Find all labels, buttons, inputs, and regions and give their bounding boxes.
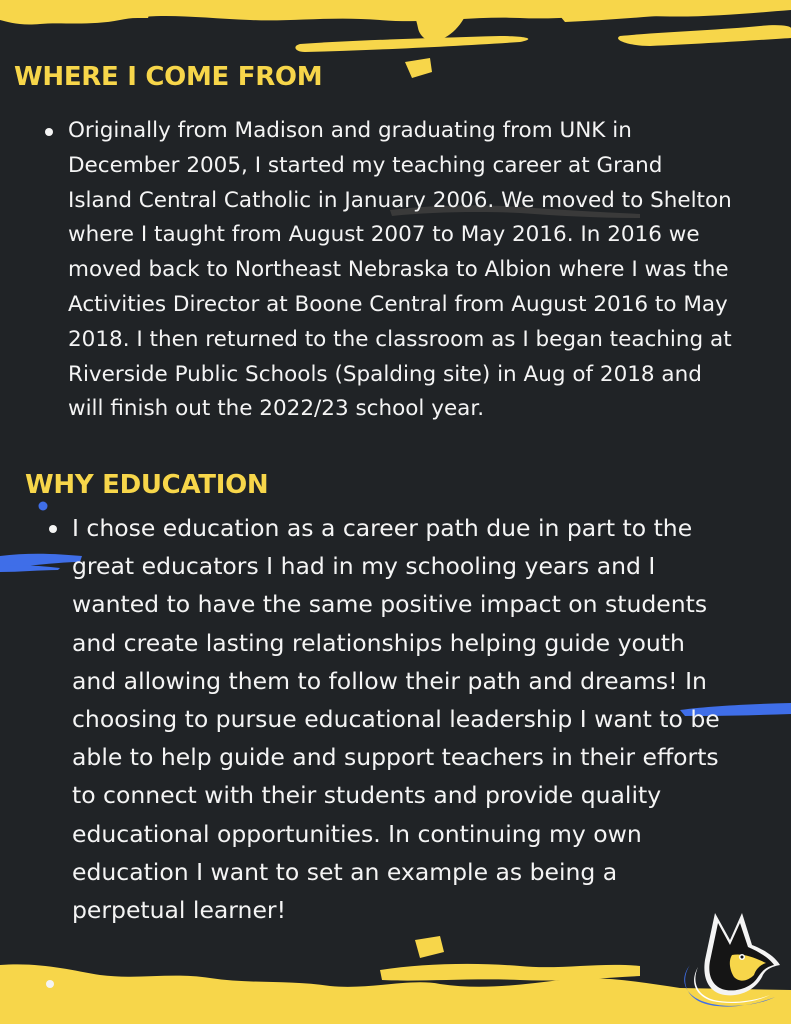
- section-heading-why-education: WHY EDUCATION: [25, 470, 269, 500]
- why-education-list: [72, 509, 732, 929]
- empty-bullet: [46, 980, 54, 988]
- where-i-come-from-list: [68, 114, 733, 427]
- husky-mascot-logo: [670, 905, 785, 1010]
- list-item: I chose education as a career path due in part to the great educators I had in my schooling years and I wanted to have the same positive impact on students and create lasting relationships helping guide youth and allowing them to follow their path and dreams! In choosing to pursue educational leadership I want to be able to help guide and support teachers in their efforts to connect with their students and provide quality educational opportunities. In continuing my own education I want to set an example as being a perpetual learner!: [72, 509, 732, 929]
- list-item: Originally from Madison and graduating from UNK in December 2005, I started my teaching career at Grand Island Central Catholic in January 2006. We moved to Shelton where I taught from August 2007 to May 2016. In 2016 we moved back to Northeast Nebraska to Albion where I was the Activities Director at Boone Central from August 2016 to May 2018. I then returned to the classroom as I began teaching at Riverside Public Schools (Spalding site) in Aug of 2018 and will finish out the 2022/23 school year.: [68, 114, 733, 427]
- section-heading-where-i-come-from: WHERE I COME FROM: [14, 62, 323, 92]
